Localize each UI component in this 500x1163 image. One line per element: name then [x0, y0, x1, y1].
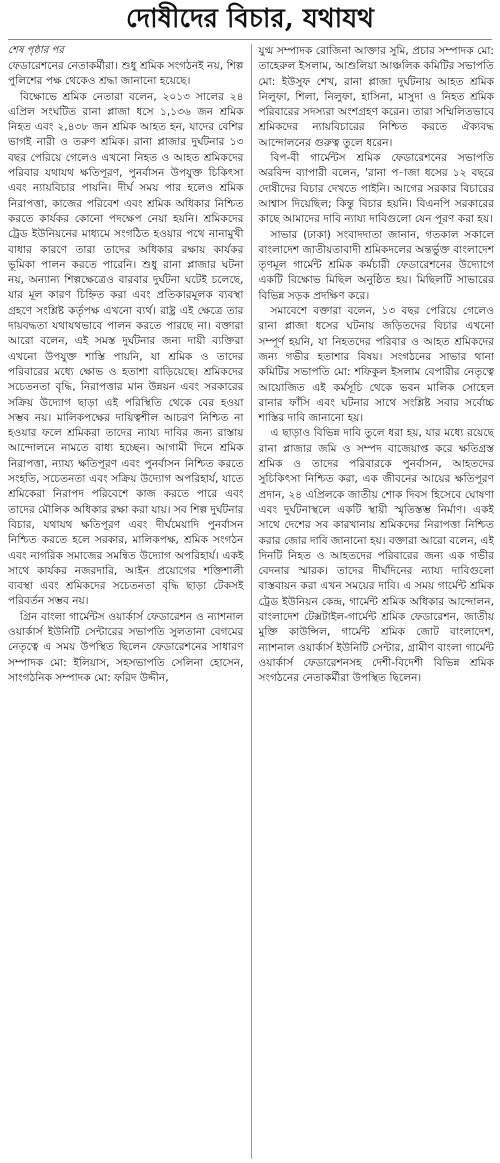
paragraph: এ ছাড়াও বিভিন্ন দাবি তুলে ধরা হয়, যার মধ্যে রয়েছে রানা প্লাজার জমি ও সম্পদ বাজেয়াপ্ত করে ক্ষতিগ্রস্ত শ্রমিক ও তাদের পরিবারকে পুনর্বাসন, আহতদের সুচিকিৎসা নিশ্চিত করা, এক জীবনের আয়ের ক্ষতিপূরণ প্রদান, ২৪ এপ্রিলকে জাতীয় শোক দিবস হিসেবে ঘোষণা এবং দুর্ঘটনাস্থলে একটি স্থায়ী স্মৃতিস্তম্ভ নির্মাণ। একই সাথে দেশের সব কারখানায় শ্রমিকদের নিরাপত্তা নিশ্চিত করার জোর দাবি জানানো হয়। বক্তারা আরো বলেন, এই দিনটি নিহত ও আহতদের পরিবারের জন্য এক গভীর বেদনার স্মারক। তাদের দীর্ঘদিনের ন্যায্য দাবিগুলো বাস্তবায়ন করা এখন সময়ের দাবি। এ সময় গার্মেন্ট শ্রমিক ট্রেড ইউনিয়ন কেন্দ্র, গার্মেন্ট শ্রমিক অধিকার আন্দোলন, বাংলাদেশ টেক্সটাইল-গার্মেন্ট শ্রমিক ফেডারেশন, জাতীয় মুক্তি কাউন্সিল, গার্মেন্ট শ্রমিক জোট বাংলাদেশ, ন্যাশনাল ওয়ার্কার্স ইউনিটি সেন্টার, গ্রামীণ বাংলা গার্মেন্ট ওয়ার্কার্স ফেডারেশনসহ দেশী-বিদেশী বিভিন্ন শ্রমিক সংগঠনের নেতাকর্মীরা উপস্থিত ছিলেন। [258, 427, 494, 685]
paragraph: সাভার (ঢাকা) সংবাদদাতা জানান, গতকাল সকালে বাংলাদেশ জাতীয়তাবাদী শ্রমিকদলের অন্তর্ভুক্ত বাংলাদেশ তৃণমূল গার্মেন্ট শ্রমিক কর্মচারী ফেডারেশনের উদ্যোগে একটি বিক্ষোভ মিছিল অনুষ্ঠিত হয়। মিছিলটি সাভারের বিভিন্ন সড়ক প্রদক্ষিণ করে। [258, 228, 494, 302]
right-column [252, 44, 495, 1159]
continued-from-label: শেষ পৃষ্ঠার পর [8, 45, 64, 56]
paragraph: বিক্ষোভে শ্রমিক নেতারা বলেন, ২০১৩ সালের ২৪ এপ্রিল সংঘটিত রানা প্লাজা ধসে ১,১৩৬ জন শ্রমিক নিহত এবং ২,৪৩৮ জন শ্রমিক আহত হন, যাদের বেশির ভাগই নারী ও তরুণ শ্রমিক। রানা প্লাজার দুর্ঘটনার ১৩ বছর পেরিয়ে গেলেও এখনো নিহত ও আহত শ্রমিকদের পরিবার যথাযথ ক্ষতিপূরণ, পুনর্বাসন উপযুক্ত চিকিৎসা এবং ন্যায়বিচার পায়নি। দীর্ঘ সময় পার হলেও শ্রমিক নিরাপত্তা, কাজের পরিবেশ এবং শ্রমিক অধিকার নিশ্চিত করতে কার্যকর কোনো পদক্ষেপ নেয়া হয়নি। শ্রমিকদের ট্রেড ইউনিয়নের মাধ্যমে সংগঠিত হওয়ার পথে নানামুখী বাধার কারণে তারা তাদের অধিকার রক্ষায় কার্যকর ভূমিকা পালন করতে পারেনি। শুধু রানা প্লাজার ঘটনা নয়, অন্যান্য শিল্পক্ষেত্রেও বারবার দুর্ঘটনা ঘটেই চলেছে, যার মূল কারণ চিহ্নিত করা এবং প্রতিকারমূলক ব্যবস্থা গ্রহণে সংশ্লিষ্ট কর্তৃপক্ষ এখনো ব্যর্থ। রাষ্ট্র এই ক্ষেত্রে তার দায়বদ্ধতা যথাযথভাবে পালন করতে পারছে না। বক্তারা আরো বলেন, এই সমস্ত দুর্ঘটনার জন্য দায়ী ব্যক্তিরা এখনো উপযুক্ত শাস্তি পায়নি, যা শ্রমিক ও তাদের পরিবারের মধ্যে ক্ষোভ ও হতাশা বাড়িয়েছে। শ্রমিকদের সচেতনতা বৃদ্ধি, নিরাপত্তার মান উন্নয়ন এবং সরকারের সক্রিয় উদ্যোগ ছাড়া এই পরিস্থিতি থেকে বের হওয়া সম্ভব নয়। মালিকপক্ষের দায়িত্বশীল আচরণ নিশ্চিত না হওয়ার ফলে শ্রমিকরা তাদের ন্যায্য দাবির জন্য রাস্তায় আন্দোলনে নামতে বাধ্য হচ্ছেন। আগামী দিনে শ্রমিক নিরাপত্তা, ন্যায্য ক্ষতিপূরণ এবং পুনর্বাসন নিশ্চিত করতে সংহতি, সচেতনতা এবং সক্রিয় উদ্যোগ অপরিহার্য, যাতে শ্রমিকেরা নিরাপদ পরিবেশে কাজ করতে পারে এবং তাদের মৌলিক অধিকার রক্ষা করা যায়। সব শিল্প দুর্ঘটনার বিচার, যথাযথ ক্ষতিপূরণ এবং দীর্ঘমেয়াদি পুনর্বাসন নিশ্চিত করতে হলে সরকার, মালিকপক্ষ, শ্রমিক সংগঠন এবং নাগরিক সমাজের সমন্বিত উদ্যোগ অপরিহার্য। একই সাথে কার্যকর নজরদারি, আইন প্রয়োগের শক্তিশালী ব্যবস্থা এবং শ্রমিকদের সচেতনতা বৃদ্ধি ছাড়া টেকসই পরিবর্তন সম্ভব নয়। [8, 90, 244, 608]
article-body [8, 44, 494, 1159]
left-column [8, 44, 251, 1159]
paragraph: গ্রিন বাংলা গার্মেন্টস ওয়ার্কার্স ফেডারেশন ও ন্যাশনাল ওয়ার্কার্স ইউনিটি সেন্টারের সভাপতি সুলতানা বেগমের নেতৃত্বে এ সময় উপস্থিত ছিলেন ফেডারেশনের সাধারণ সম্পাদক মো: ইলিয়াস, সহসভাপতি সেলিনা হোসেন, সাংগঠনিক সম্পাদক মো: ফরিদ উদ্দীন, [8, 610, 244, 684]
paragraph: সমাবেশে বক্তারা বলেন, ১৩ বছর পেরিয়ে গেলেও রানা প্লাজা ধসের ঘটনায় জড়িতদের বিচার এখনো সম্পূর্ণ হয়নি, যা নিহতদের পরিবার ও আহত শ্রমিকদের জন্য গভীর হতাশার বিষয়। সংগঠনের সাভার থানা কমিটির সভাপতি মো: শফিকুল ইসলাম বেপারীর নেতৃত্বে আয়োজিত এই কর্মসূচি থেকে ভবন মালিক সোহেল রানার ফাঁসি এবং ঘটনার সাথে সংশ্লিষ্ট সবার সর্বোচ্চ শাস্তির দাবি জানানো হয়। [258, 305, 494, 425]
paragraph: বিপ-বী গার্মেন্টস শ্রমিক ফেডারেশনের সভাপতি অরবিন্দ ব্যাপারী বলেন, 'রানা প-াজা ধসের ১২ বছরে দোষীদের বিচার দেখতে পাইনি। আগের সরকার বিচারের আশ্বাস দিয়েছিল; কিন্তু বিচার হয়নি। বিএনপি সরকারের কাছে আমাদের দাবি ন্যায্য দাবিগুলো যেন পূরণ করা হয়। [258, 152, 494, 226]
paragraph: ফেডারেশনের নেতাকর্মীরা। শুধু শ্রমিক সংগঠনই নয়, শিল্প পুলিশের পক্ষ থেকেও শ্রদ্ধা জানানো হয়েছে। [8, 60, 244, 88]
headline: দোষীদের বিচার, যথাযথ [8, 0, 492, 40]
paragraph: যুগ্ম সম্পাদক রোজিনা আক্তার সুমি, প্রচার সম্পাদক মো: তাহেরুল ইসলাম, আশুলিয়া আঞ্চলিক কমিটির সভাপতি মো: ইউসুফ শেখ, রানা প্লাজা দুর্ঘটনায় আহত শ্রমিক নিলুফা, শিলা, নিলুফা, হাসিনা, মাসুদা ও নিহত শ্রমিক পরিবারের সদস্যরা অংশগ্রহণ করেন। তারা সম্মিলিতভাবে শ্রমিকদের ন্যায়বিচারের নিশ্চিত করতে ঐক্যবদ্ধ আন্দোলনের গুরুত্ব তুলে ধরেন। [258, 45, 494, 149]
